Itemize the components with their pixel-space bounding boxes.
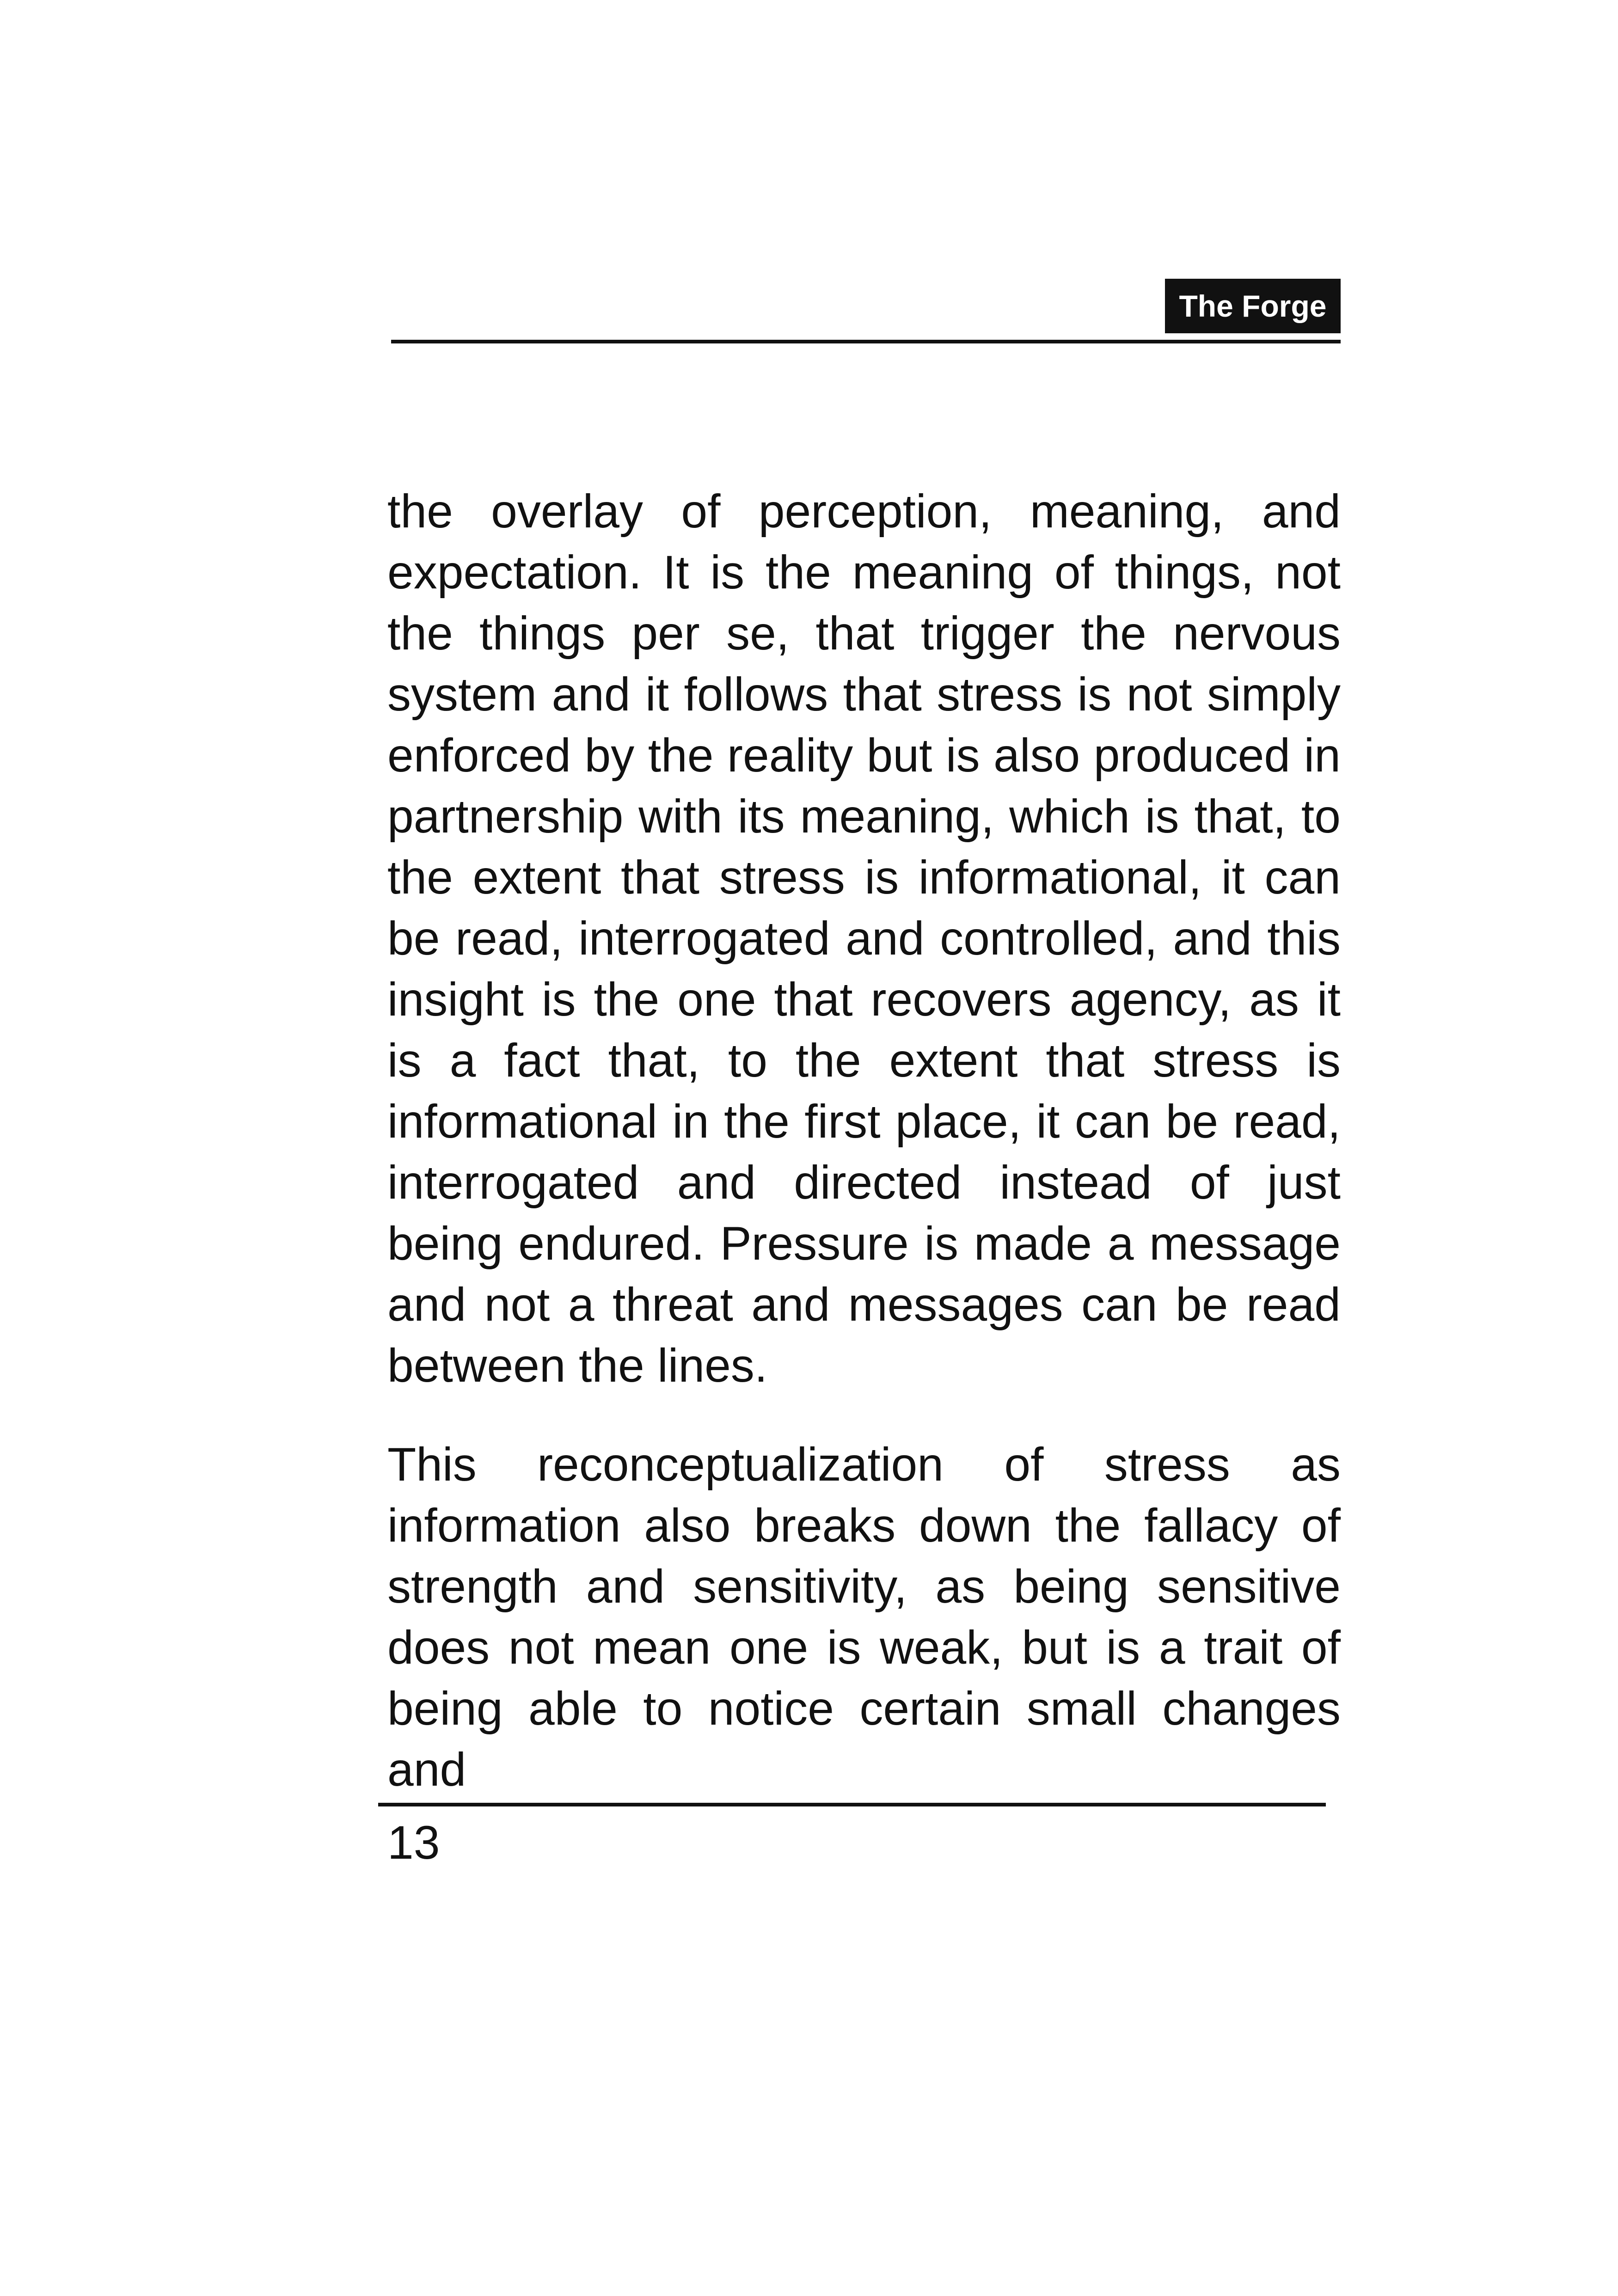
paragraph: the overlay of perception, meaning, and expectation. It is the meaning of things, not the things per se, that trigger the nervous system and it follows that stress is not simply enforced by the reality but is also produced in partnership with its meaning, which is that, to the extent that stress is informational, it can be read, interrogated and controlled, and this insight is the one that recovers agency, as it is a fact that, to the extent that stress is informational in the first place, it can be read, interrogated and directed instead of just being endured. Pressure is made a message and not a threat and messages can be read between the lines. (387, 485, 1341, 1392)
running-title: The Forge (1165, 279, 1341, 333)
footer-rule (378, 1803, 1326, 1806)
page-number: 13 (387, 1816, 440, 1869)
body-text (387, 481, 1341, 1800)
paragraph: This reconceptualization of stress as information also breaks down the fallacy of strength and sensitivity, as being sensitive does not mean one is weak, but is a trait of being able to notice certain small changes and (387, 1438, 1341, 1796)
header-rule (391, 340, 1341, 343)
